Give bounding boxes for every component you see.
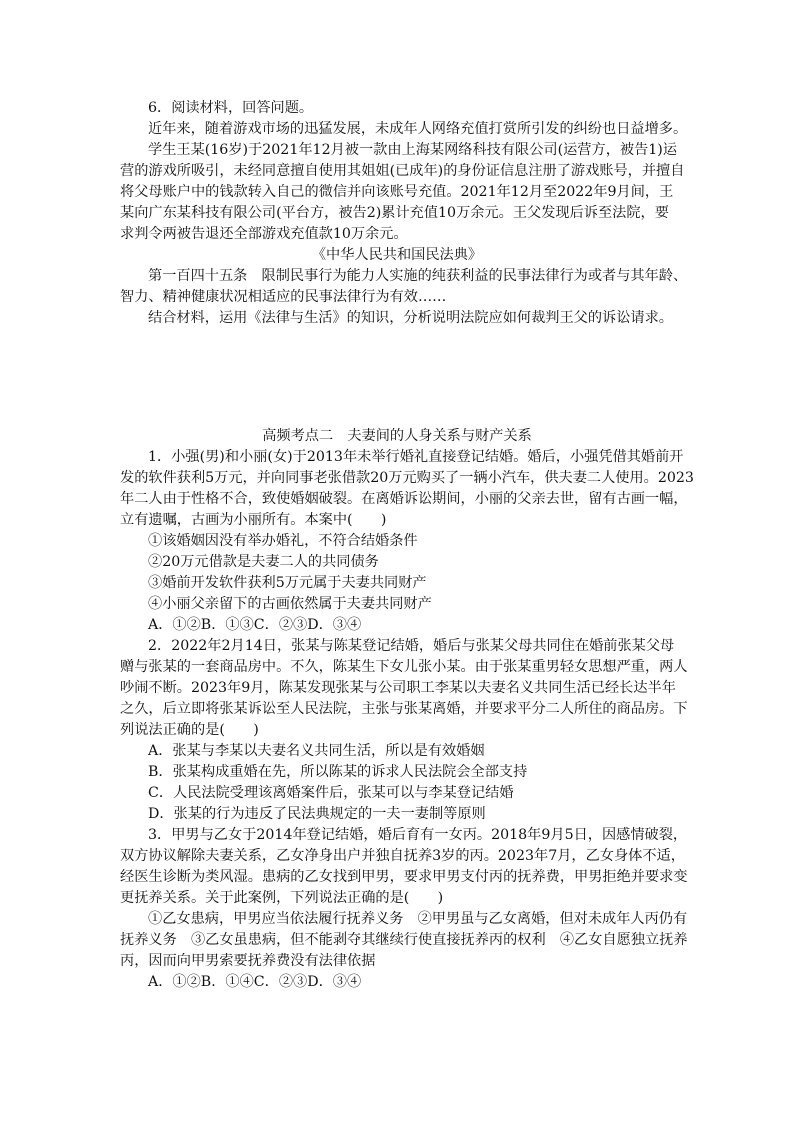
- law-text-line-2: 智力、精神健康状况相适应的民事法律行为有效……: [120, 289, 447, 305]
- q6-paragraph-2-line-4: 某向广东某科技有限公司(平台方，被告2)累计充值10万余元。王父发现后诉至法院，要: [120, 205, 669, 221]
- q3-stem-line-3: 经医生诊断为类风湿。患病的乙女找到甲男，要求甲男支付丙的抚养费，甲男拒绝并要求变: [120, 869, 688, 885]
- q1-item-2: ②20万元借款是夫妻二人的共同债务: [148, 554, 379, 570]
- law-title: 《中华人民共和国民法典》: [311, 247, 483, 263]
- q6-paragraph-2-line-5: 求判令两被告退还全部游戏充值款10万余元。: [120, 226, 408, 242]
- q2-stem-line-4: 之久，后立即将张某诉讼至人民法院，主张与张某离婚，并要求平分二人所住的商品房。下: [120, 701, 688, 717]
- q3-stem-line-1: 3．甲男与乙女于2014年登记结婚，婚后育有一女丙。2018年9月5日，因感情破裂，: [148, 827, 688, 843]
- q2-stem-line-3: 吵闹不断。2023年9月，陈某发现张某与公司职工李某以夫妻名义共同生活已经长达半年: [120, 680, 676, 696]
- q3-items-line-3: 丙，因而向甲男索要抚养费没有法律依据: [120, 953, 376, 969]
- q3-items-line-2: 抚养义务 ③乙女虽患病，但不能剥夺其继续行使直接抚养丙的权利 ④乙女自愿独立抚养: [120, 932, 688, 948]
- law-text-line-1: 第一百四十五条 限制民事行为能力人实施的纯获利益的民事法律行为或者与其年龄、: [148, 268, 688, 284]
- q3-items-line-1: ①乙女患病，甲男应当依法履行抚养义务 ②甲男虽与乙女离婚，但对未成年人丙仍有: [148, 911, 688, 927]
- q3-stem-line-2: 双方协议解除夫妻关系，乙女净身出户并独自抚养3岁的丙。2023年7月，乙女身体不适，: [120, 848, 685, 864]
- q1-stem-line-4: 立有遗嘱，古画为小丽所有。本案中( ): [120, 512, 387, 528]
- q1-choices: A．①②B．①③C．②③D．③④: [148, 617, 362, 633]
- q2-stem-line-1: 2．2022年2月14日，张某与陈某登记结婚，婚后与张某父母共同住在婚前张某父母: [148, 638, 675, 654]
- q2-option-b: B．张某构成重婚在先，所以陈某的诉求人民法院会全部支持: [148, 764, 528, 780]
- q6-paragraph-2-line-2: 营的游戏所吸引，未经同意擅自使用其姐姐(已成年)的身份证信息注册了游戏账号，并擅自: [120, 163, 685, 179]
- q1-item-1: ①该婚姻因没有举办婚礼，不符合结婚条件: [148, 533, 418, 549]
- q2-stem-line-5: 列说法正确的是( ): [120, 722, 259, 738]
- q2-stem-line-2: 赠与张某的一套商品房中。不久，陈某生下女儿张小某。由于张某重男轻女思想严重，两人: [120, 659, 688, 675]
- q6-paragraph-1: 近年来，随着游戏市场的迅猛发展，未成年人网络充值打赏所引发的纠纷也日益增多。: [148, 121, 688, 137]
- q1-stem-line-1: 1．小强(男)和小丽(女)于2013年未举行婚礼直接登记结婚。婚后，小强凭借其婚前开: [148, 449, 684, 465]
- section-heading: 高频考点二 夫妻间的人身关系与财产关系: [262, 428, 532, 444]
- q1-stem-line-3: 年二人由于性格不合，致使婚姻破裂。在离婚诉讼期间，小丽的父亲去世，留有古画一幅，: [120, 491, 688, 507]
- q3-choices: A．①②B．①④C．②③D．③④: [148, 974, 362, 990]
- q2-option-c: C．人民法院受理该离婚案件后，张某可以与李某登记结婚: [148, 785, 514, 801]
- q2-option-a: A．张某与李某以夫妻名义共同生活，所以是有效婚姻: [148, 743, 485, 759]
- q6-title: 6．阅读材料，回答问题。: [148, 100, 314, 116]
- q1-item-4: ④小丽父亲留下的古画依然属于夫妻共同财产: [148, 596, 432, 612]
- q6-paragraph-2-line-1: 学生王某(16岁)于2021年12月被一款由上海某网络科技有限公司(运营方，被告1)运: [148, 142, 678, 158]
- q1-item-3: ③婚前开发软件获利5万元属于夫妻共同财产: [148, 575, 427, 591]
- q6-paragraph-2-line-3: 将父母账户中的钱款转入自己的微信并向该账号充值。2021年12月至2022年9月间，王: [120, 184, 674, 200]
- q2-option-d: D．张某的行为违反了民法典规定的一夫一妻制等原则: [148, 806, 486, 822]
- q1-stem-line-2: 发的软件获利5万元，并向同事老张借款20万元购买了一辆小汽车，供夫妻二人使用。2023: [120, 470, 694, 486]
- q3-stem-line-4: 更抚养关系。关于此案例，下列说法正确的是( ): [120, 890, 444, 906]
- q6-question: 结合材料，运用《法律与生活》的知识，分析说明法院应如何裁判王父的诉讼请求。: [148, 310, 673, 326]
